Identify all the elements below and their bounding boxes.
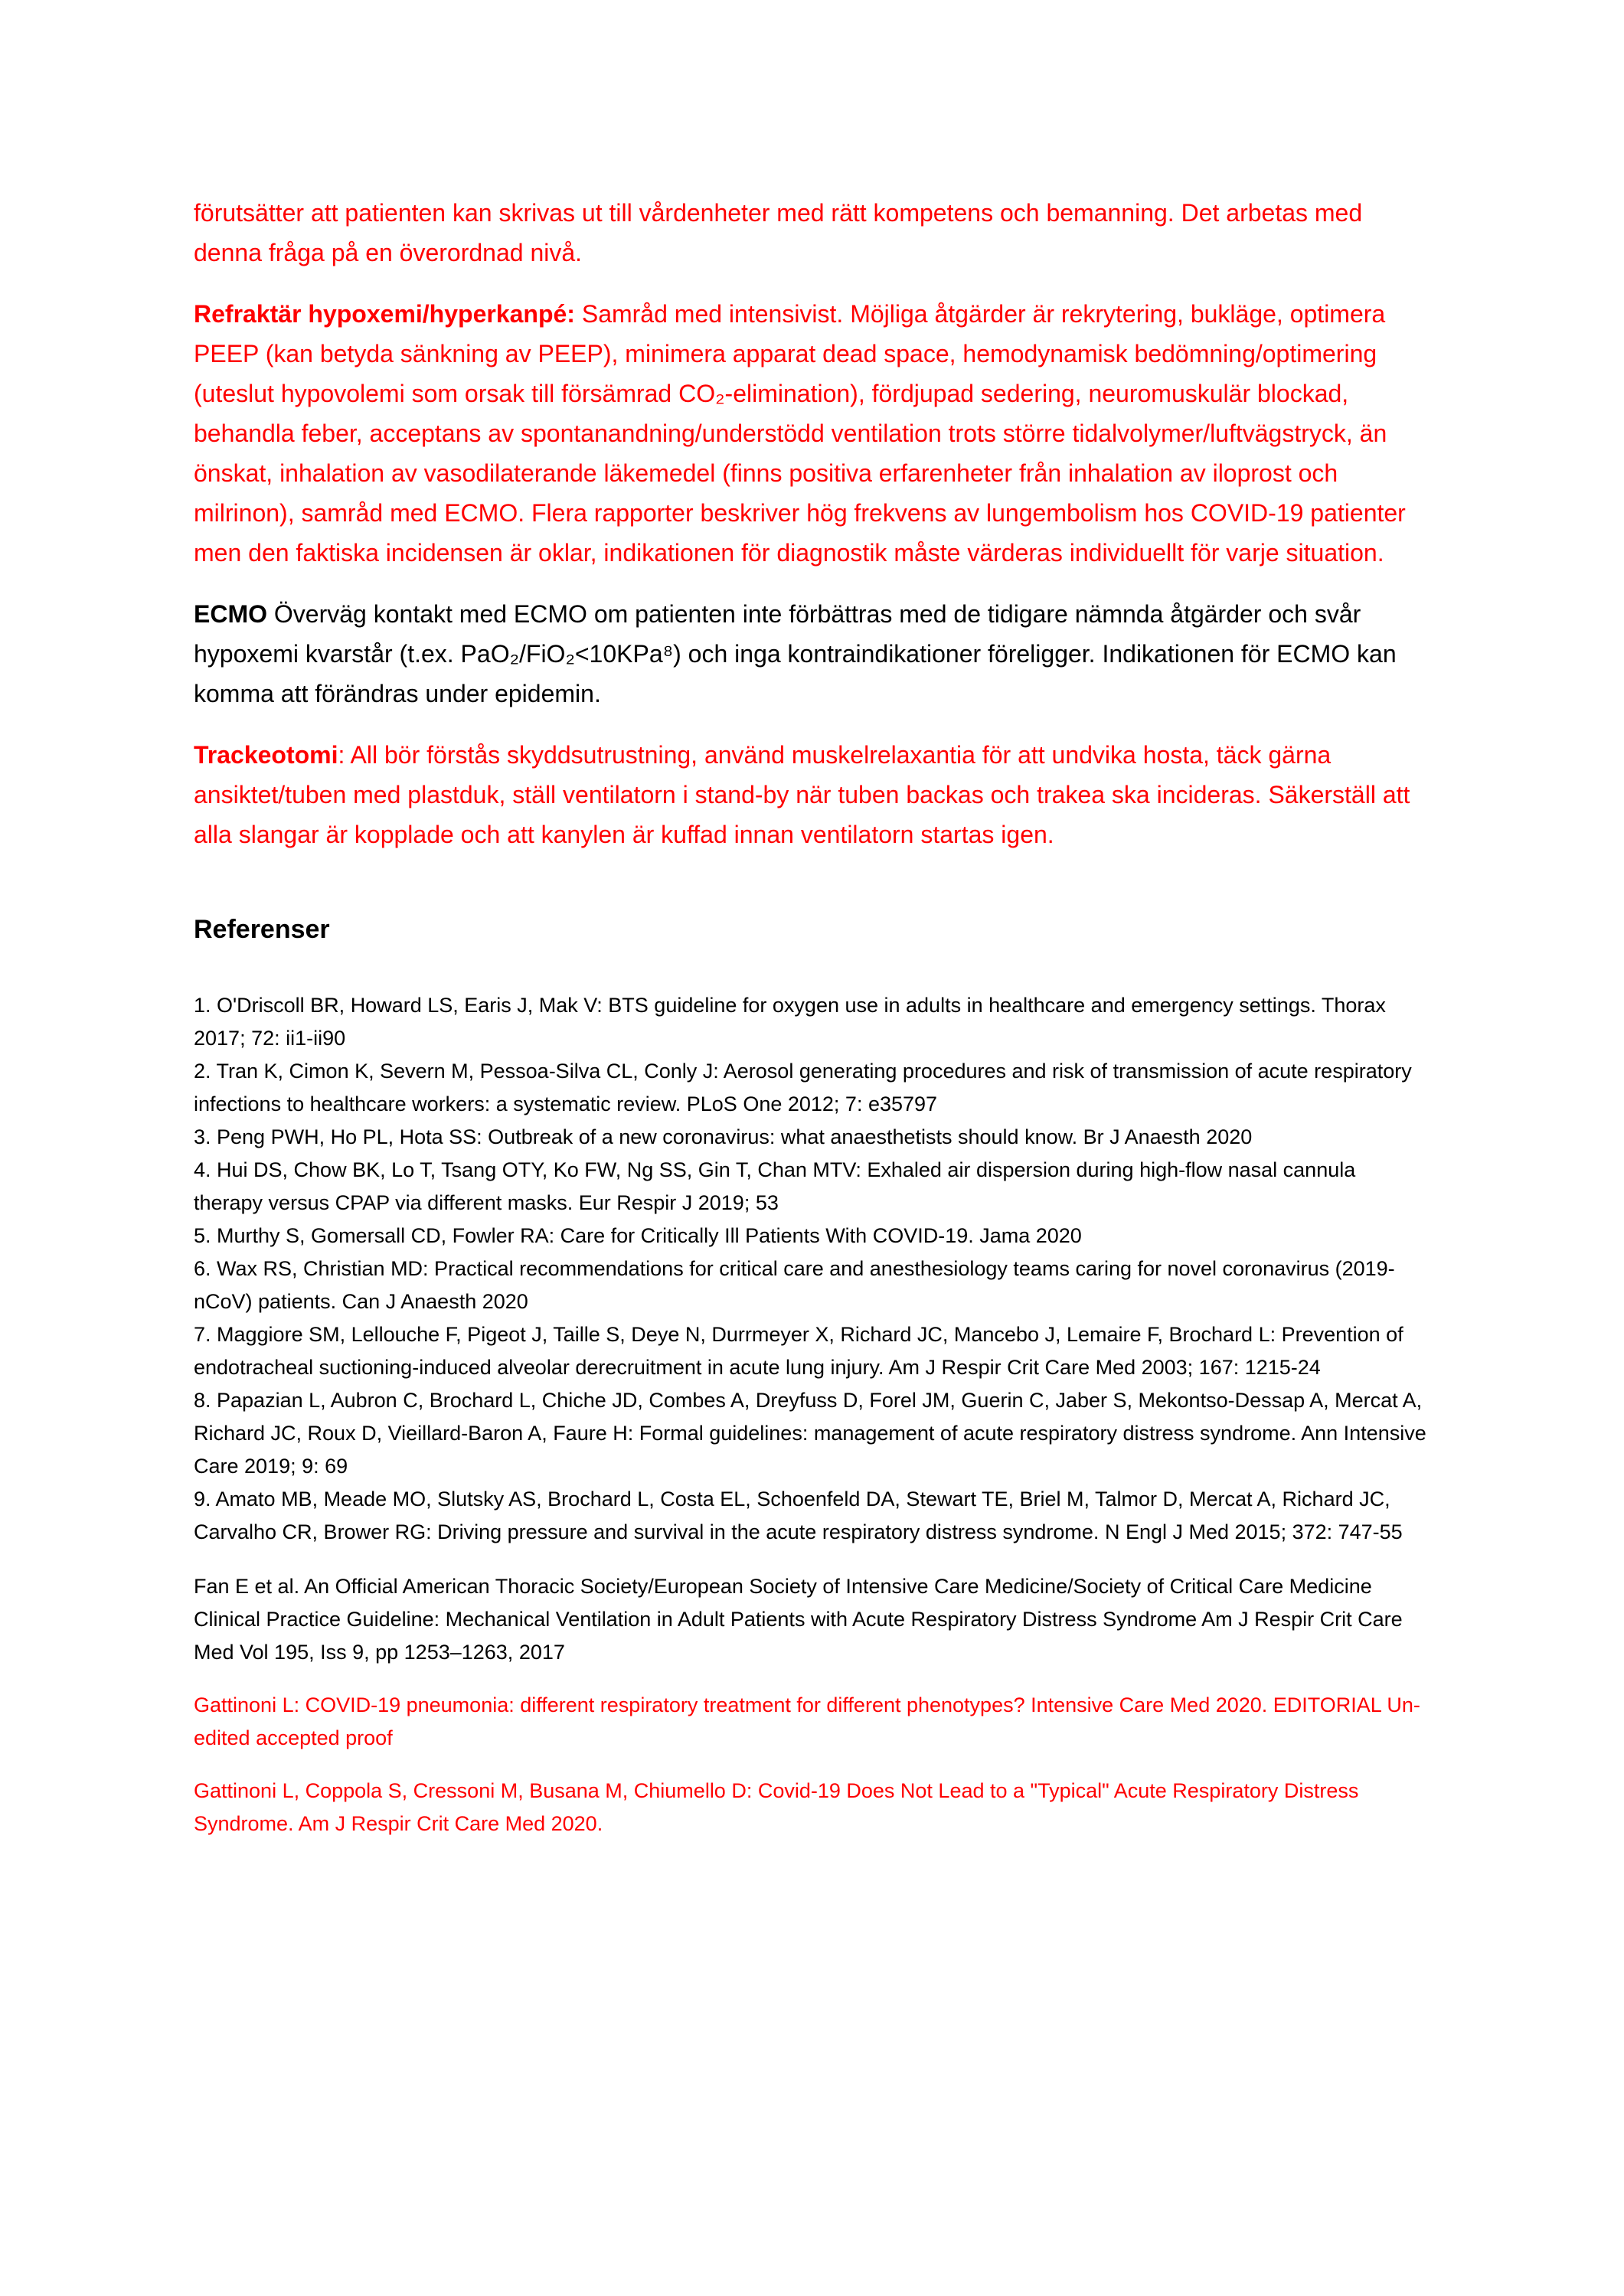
reference-gattinoni-ards: Gattinoni L, Coppola S, Cressoni M, Busana M, Chiumello D: Covid-19 Does Not Lead to a "Typical" Acute Respiratory Distress Syndrome. Am J Respir Crit Care Med 2020. <box>194 1779 1359 1835</box>
paragraph-ecmo <box>194 594 1428 714</box>
paragraph-lead: Refraktär hypoxemi/hyperkanpé: <box>194 300 575 328</box>
paragraph-text: Samråd med intensivist. Möjliga åtgärder är rekrytering, bukläge, optimera PEEP (kan betyda sänkning av PEEP), minimera apparat dead space, hemodynamisk bedömning/optimering (uteslut hypovolemi som orsak till försämrad CO₂-elimination), fördjupad sedering, neuromuskulär blockad, behandla feber, acceptans av spontanandning/understödd ventilation trots större tidalvolymer/luftvägstryck, än önskat, inhalation av vasodilaterande läkemedel (finns positiva erfarenheter från inhalation av iloprost och milrinon), samråd med ECMO. Flera rapporter beskriver hög frekvens av lungembolism hos COVID-19 patienter men den faktiska incidensen är oklar, indikationen för diagnostik måste värderas individuellt för varje situation. <box>194 300 1406 567</box>
reference-item-7: 7. Maggiore SM, Lellouche F, Pigeot J, Taille S, Deye N, Durrmeyer X, Richard JC, Mancebo J, Lemaire F, Brochard L: Prevention of endotracheal suctioning-induced alveolar derecruitment in acute lung injury. Am J Respir Crit Care Med 2003; 167: 1215-24 <box>194 1323 1403 1379</box>
paragraph-refractory-hypoxemia <box>194 294 1428 573</box>
paragraph-tracheotomy <box>194 735 1428 854</box>
reference-item-1: 1. O'Driscoll BR, Howard LS, Earis J, Mak V: BTS guideline for oxygen use in adults in healthcare and emergency settings. Thorax 2017; 72: ii1-ii90 <box>194 994 1386 1050</box>
reference-item-5: 5. Murthy S, Gomersall CD, Fowler RA: Care for Critically Ill Patients With COVID-19. Jama 2020 <box>194 1224 1082 1247</box>
reference-item-6: 6. Wax RS, Christian MD: Practical recommendations for critical care and anesthesiology teams caring for novel coronavirus (2019-nCoV) patients. Can J Anaesth 2020 <box>194 1257 1395 1313</box>
reference-gattinoni-editorial: Gattinoni L: COVID-19 pneumonia: different respiratory treatment for different phenotypes? Intensive Care Med 2020. EDITORIAL Un-edited accepted proof <box>194 1693 1420 1749</box>
paragraph-text: : All bör förstås skyddsutrustning, använd muskelrelaxantia för att undvika hosta, täck gärna ansiktet/tuben med plastduk, ställ ventilatorn i stand-by när tuben backas och trakea ska incideras. Säkerställ att alla slangar är kopplade och att kanylen är kuffad innan ventilatorn startas igen. <box>194 741 1410 848</box>
reference-fan-et-al: Fan E et al. An Official American Thoracic Society/European Society of Intensive Care Medicine/Society of Critical Care Medicine Clinical Practice Guideline: Mechanical Ventilation in Adult Patients with Acute Respiratory Distress Syndrome Am J Respir Crit Care Med Vol 195, Iss 9, pp 1253–1263, 2017 <box>194 1575 1403 1664</box>
paragraph-text: förutsätter att patienten kan skrivas ut till vårdenheter med rätt kompetens och bemanning. Det arbetas med denna fråga på en överordnad nivå. <box>194 199 1363 266</box>
reference-item-9: 9. Amato MB, Meade MO, Slutsky AS, Brochard L, Costa EL, Schoenfeld DA, Stewart TE, Briel M, Talmor D, Mercat A, Richard JC, Carvalho CR, Brower RG: Driving pressure and survival in the acute respiratory distress syndrome. N Engl J Med 2015; 372: 747-55 <box>194 1488 1403 1543</box>
paragraph-lead: Trackeotomi <box>194 741 338 769</box>
reference-item-4: 4. Hui DS, Chow BK, Lo T, Tsang OTY, Ko FW, Ng SS, Gin T, Chan MTV: Exhaled air dispersion during high-flow nasal cannula therapy versus CPAP via different masks. Eur Respir J 2019; 53 <box>194 1158 1356 1214</box>
reference-item-8: 8. Papazian L, Aubron C, Brochard L, Chiche JD, Combes A, Dreyfuss D, Forel JM, Guerin C, Jaber S, Mekontso-Dessap A, Mercat A, Richard JC, Roux D, Vieillard-Baron A, Faure H: Formal guidelines: management of acute respiratory distress syndrome. Ann Intensive Care 2019; 9: 69 <box>194 1389 1426 1478</box>
references-heading: Referenser <box>194 915 330 944</box>
paragraph-discharge-continuation <box>194 193 1428 273</box>
paragraph-lead: ECMO <box>194 600 267 628</box>
reference-item-2: 2. Tran K, Cimon K, Severn M, Pessoa-Silva CL, Conly J: Aerosol generating procedures and risk of transmission of acute respiratory infections to healthcare workers: a systematic review. PLoS One 2012; 7: e35797 <box>194 1060 1412 1115</box>
references-list <box>194 989 1428 1549</box>
reference-item-3: 3. Peng PWH, Ho PL, Hota SS: Outbreak of a new coronavirus: what anaesthetists should know. Br J Anaesth 2020 <box>194 1125 1253 1148</box>
paragraph-text: Överväg kontakt med ECMO om patienten inte förbättras med de tidigare nämnda åtgärder och svår hypoxemi kvarstår (t.ex. PaO₂/FiO₂<10KPa⁸) och inga kontraindikationer föreligger. Indikationen för ECMO kan komma att förändras under epidemin. <box>194 600 1397 707</box>
